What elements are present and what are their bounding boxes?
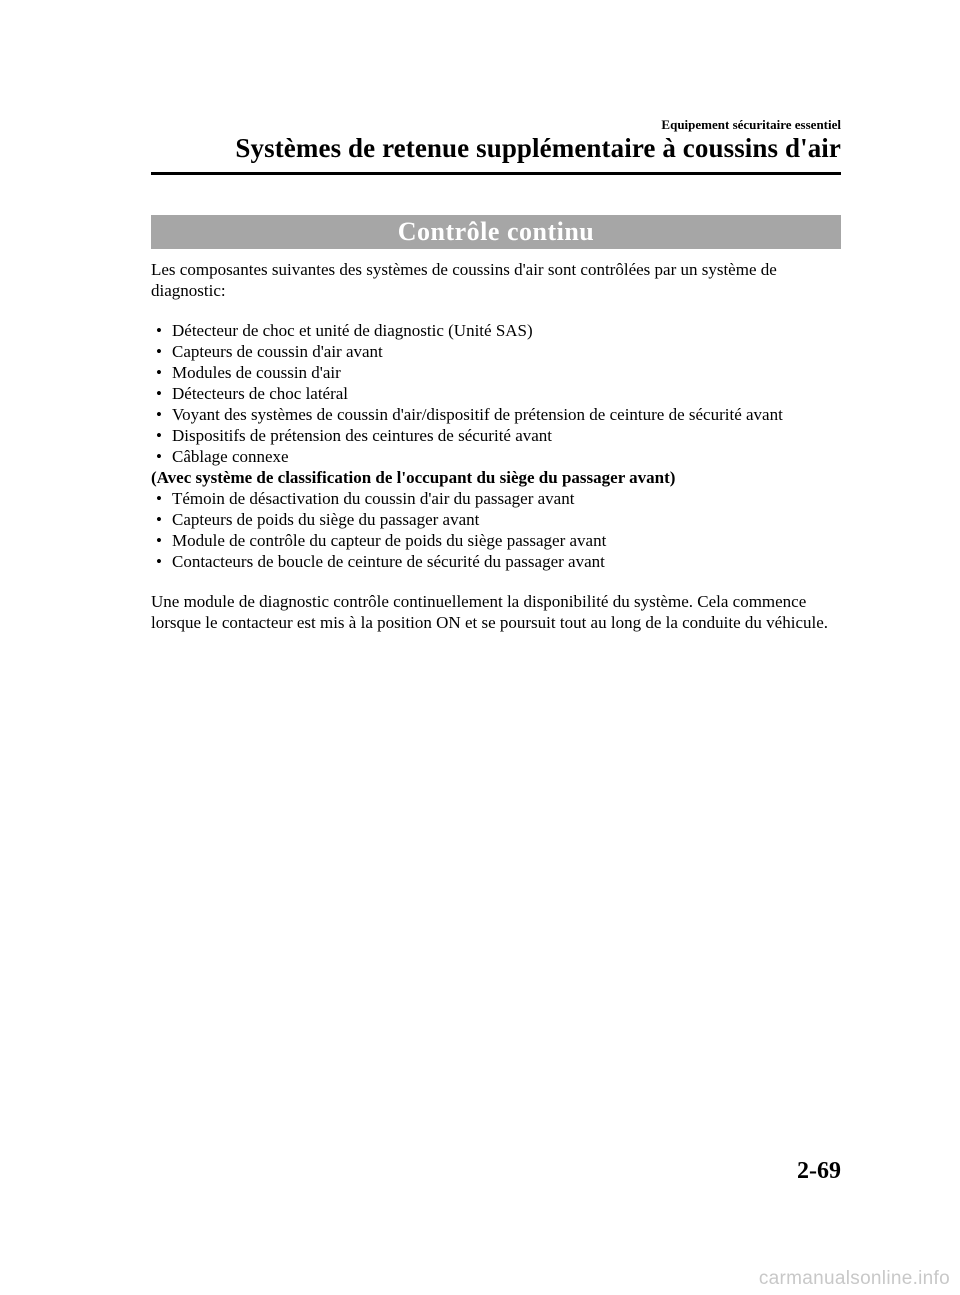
bullet-icon: • bbox=[156, 426, 162, 445]
list-item-text: Modules de coussin d'air bbox=[172, 363, 341, 382]
list-item-text: Contacteurs de boucle de ceinture de sécurité du passager avant bbox=[172, 552, 605, 571]
list-item bbox=[151, 425, 832, 446]
page-title: Systèmes de retenue supplémentaire à coussins d'air bbox=[235, 133, 841, 163]
bullet-icon: • bbox=[156, 510, 162, 529]
list-item-text: Capteurs de coussin d'air avant bbox=[172, 342, 383, 361]
list-item bbox=[151, 362, 832, 383]
list-item-text: Câblage connexe bbox=[172, 447, 289, 466]
subheading: (Avec système de classification de l'occupant du siège du passager avant) bbox=[151, 468, 676, 487]
header-divider bbox=[151, 172, 841, 175]
intro-paragraph: Les composantes suivantes des systèmes de coussins d'air sont contrôlées par un système de diagnostic: bbox=[151, 260, 777, 300]
section-heading-bar bbox=[151, 215, 841, 249]
outro-paragraph: Une module de diagnostic contrôle continuellement la disponibilité du système. Cela commence lorsque le contacteur est mis à la position ON et se poursuit tout au long de la conduite du véhicule. bbox=[151, 592, 829, 632]
list-item-text: Capteurs de poids du siège du passager avant bbox=[172, 510, 480, 529]
bullet-icon: • bbox=[156, 342, 162, 361]
list-item-text: Détecteurs de choc latéral bbox=[172, 384, 349, 403]
component-list bbox=[151, 320, 841, 467]
bullet-icon: • bbox=[156, 447, 162, 466]
page-number: 2-69 bbox=[797, 1158, 841, 1184]
section-heading: Contrôle continu bbox=[397, 217, 595, 246]
list-item bbox=[151, 446, 832, 467]
passenger-component-list bbox=[151, 488, 841, 572]
bullet-icon: • bbox=[156, 405, 162, 424]
bullet-icon: • bbox=[156, 489, 162, 508]
list-item-text: Voyant des systèmes de coussin d'air/dispositif de prétension de ceinture de sécurité avant bbox=[172, 405, 783, 424]
content bbox=[151, 259, 841, 633]
list-item-text: Détecteur de choc et unité de diagnostic (Unité SAS) bbox=[172, 321, 533, 340]
bullet-icon: • bbox=[156, 321, 162, 340]
list-item bbox=[151, 320, 832, 341]
bullet-icon: • bbox=[156, 531, 162, 550]
list-item-text: Dispositifs de prétension des ceintures de sécurité avant bbox=[172, 426, 553, 445]
list-item bbox=[151, 404, 832, 425]
list-item bbox=[151, 341, 832, 362]
list-item bbox=[151, 551, 832, 572]
list-item-text: Module de contrôle du capteur de poids du siège passager avant bbox=[172, 531, 607, 550]
bullet-icon: • bbox=[156, 363, 162, 382]
bullet-icon: • bbox=[156, 384, 162, 403]
chapter-label: Equipement sécuritaire essentiel bbox=[661, 117, 841, 132]
bullet-icon: • bbox=[156, 552, 162, 571]
list-item bbox=[151, 509, 832, 530]
list-item-text: Témoin de désactivation du coussin d'air du passager avant bbox=[172, 489, 575, 508]
watermark: carmanualsonline.info bbox=[758, 1268, 950, 1289]
list-item bbox=[151, 383, 832, 404]
list-item bbox=[151, 530, 832, 551]
list-item bbox=[151, 488, 832, 509]
